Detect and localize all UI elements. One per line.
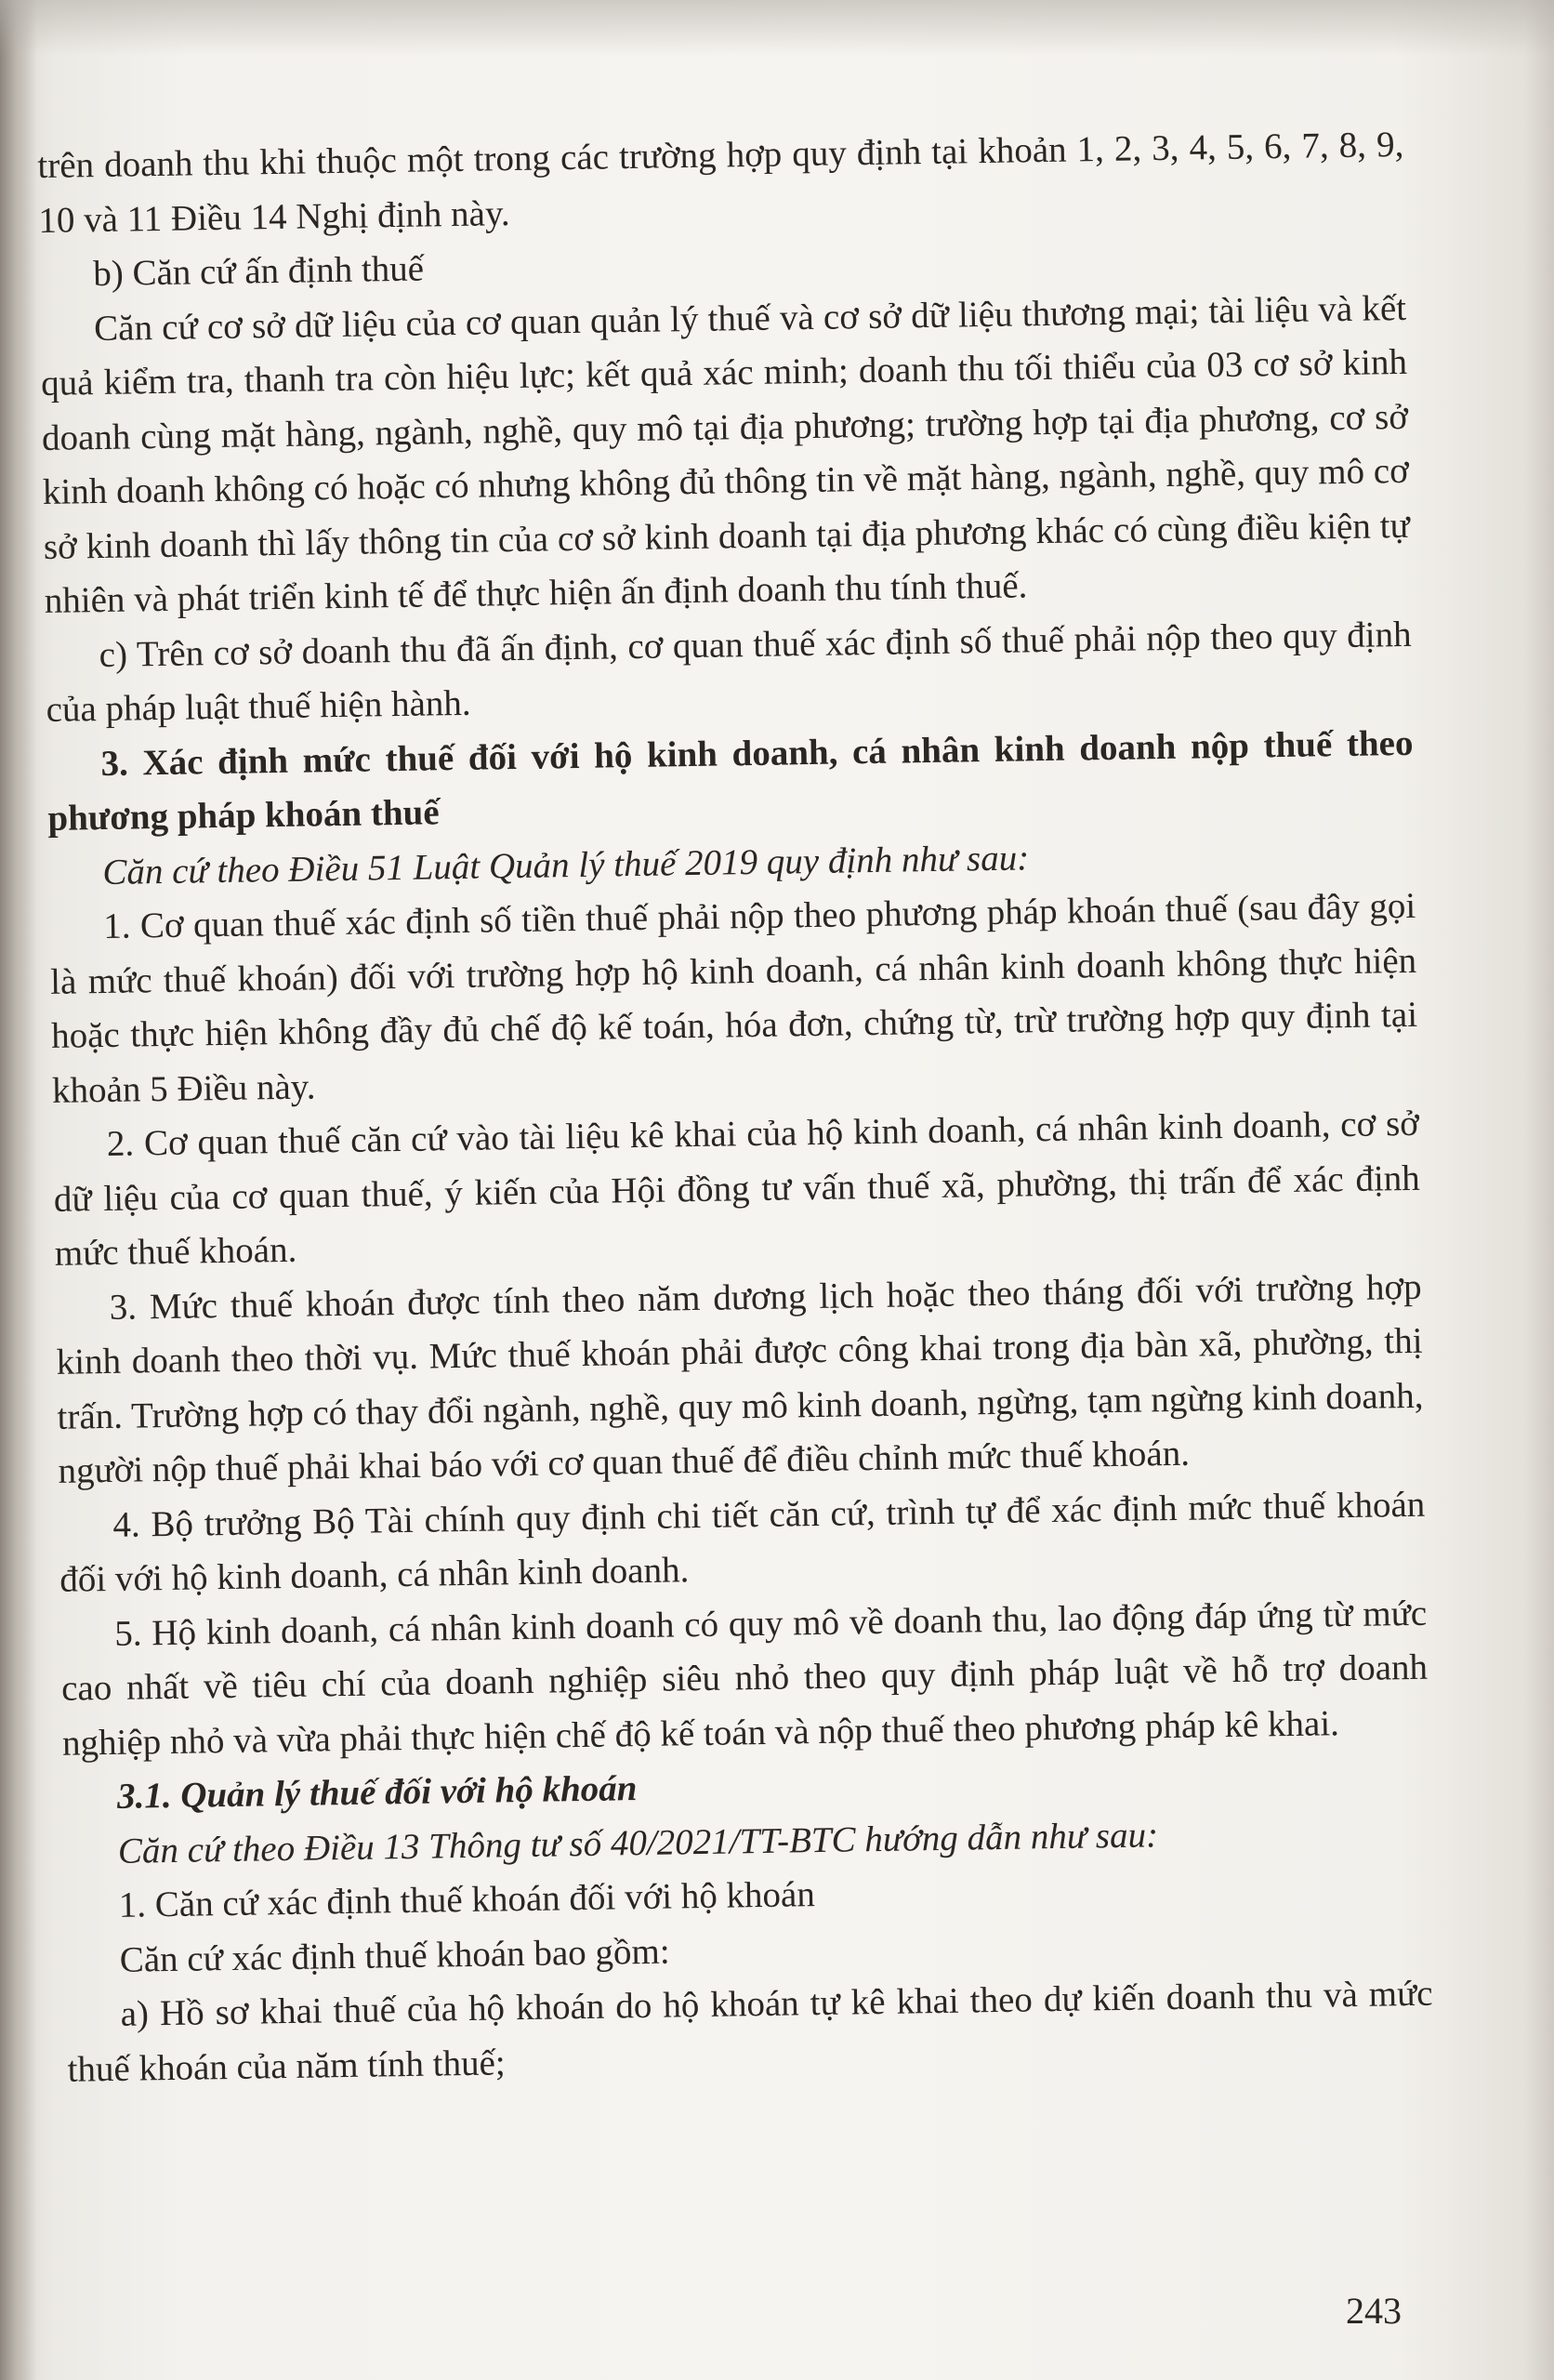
paragraph: Căn cứ xác định thuế khoán bao gồm: — [119, 1931, 670, 1980]
paragraph: 5. Hộ kinh doanh, cá nhân kinh doanh có quy mô về doanh thu, lao động đáp ứng từ mức cao nhất về tiêu chí của doanh nghiệp siêu nhỏ theo quy định pháp luật về hỗ trợ doanh nghiệp nhỏ và vừa phải thực hiện chế độ kế toán và nộp thuế theo phương pháp kê khai. — [60, 1593, 1429, 1764]
page-body-text — [37, 118, 1434, 2097]
page-gutter-shadow — [0, 0, 37, 2380]
paragraph: 1. Cơ quan thuế xác định số tiền thuế phải nộp theo phương pháp khoán thuế (sau đây gọi là mức thuế khoán) đối với trường hợp hộ kinh doanh, cá nhân kinh doanh không thực hiện hoặc thực hiện không đầy đủ chế độ kế toán, hóa đơn, chứng từ, trừ trường hợp quy định tại khoản 5 Điều này. — [49, 885, 1418, 1111]
paragraph: 3. Mức thuế khoán được tính theo năm dương lịch hoặc theo tháng đối với trường hợp kinh doanh theo thời vụ. Mức thuế khoán phải được công khai trong địa bàn xã, phường, thị trấn. Trường hợp có thay đổi ngành, nghề, quy mô kinh doanh, ngừng, tạm ngừng kinh doanh, người nộp thuế phải khai báo với cơ quan thuế để điều chỉnh mức thuế khoán. — [56, 1266, 1424, 1491]
legal-reference: Căn cứ theo Điều 51 Luật Quản lý thuế 2019 quy định như sau: — [102, 837, 1030, 892]
paragraph: Căn cứ cơ sở dữ liệu của cơ quan quản lý thuế và cơ sở dữ liệu thương mại; tài liệu và kết quả kiểm tra, thanh tra còn hiệu lực; kết quả xác minh; doanh thu tối thiểu của 03 cơ sở kinh doanh cùng mặt hàng, ngành, nghề, quy mô tại địa phương; trường hợp tại địa phương, cơ sở kinh doanh không có hoặc có nhưng không đủ thông tin về mặt hàng, ngành, nghề, quy mô cơ sở kinh doanh thì lấy thông tin của cơ sở kinh doanh tại địa phương khác có cùng điều kiện tự nhiên và phát triển kinh tế để thực hiện ấn định doanh thu tính thuế. — [40, 287, 1411, 621]
paragraph: trên doanh thu khi thuộc một trong các trường hợp quy định tại khoản 1, 2, 3, 4, 5, 6, 7, 8, 9, 10 và 11 Điều 14 Nghị định này. — [37, 124, 1404, 241]
paragraph: c) Trên cơ sở doanh thu đã ấn định, cơ quan thuế xác định số thuế phải nộp theo quy định của pháp luật thuế hiện hành. — [46, 614, 1412, 730]
paragraph: 2. Cơ quan thuế căn cứ vào tài liệu kê khai của hộ kinh doanh, cá nhân kinh doanh, cơ sở dữ liệu của cơ quan thuế, ý kiến của Hội đồng tư vấn thuế xã, phường, thị trấn để xác định mức thuế khoán. — [53, 1103, 1421, 1274]
paragraph: b) Căn cứ ấn định thuế — [92, 248, 425, 295]
section-heading: 3. Xác định mức thuế đối với hộ kinh doanh, cá nhân kinh doanh nộp thuế theo phương pháp khoán thuế — [47, 722, 1414, 839]
paragraph: 4. Bộ trưởng Bộ Tài chính quy định chi tiết căn cứ, trình tự để xác định mức thuế khoán đối với hộ kinh doanh, cá nhân kinh doanh. — [59, 1484, 1426, 1600]
paragraph: a) Hồ sơ khai thuế của hộ khoán do hộ khoán tự kê khai theo dự kiến doanh thu và mức thuế khoán của năm tính thuế; — [67, 1973, 1433, 2090]
page-top-shadow — [0, 0, 1554, 56]
paragraph: 1. Căn cứ xác định thuế khoán đối với hộ khoán — [118, 1874, 816, 1925]
page-number: 243 — [1346, 2290, 1402, 2332]
subsection-heading: 3.1. Quản lý thuế đối với hộ khoán — [116, 1768, 638, 1817]
legal-reference: Căn cứ theo Điều 13 Thông tư số 40/2021/TT-BTC hướng dẫn như sau: — [117, 1814, 1159, 1871]
